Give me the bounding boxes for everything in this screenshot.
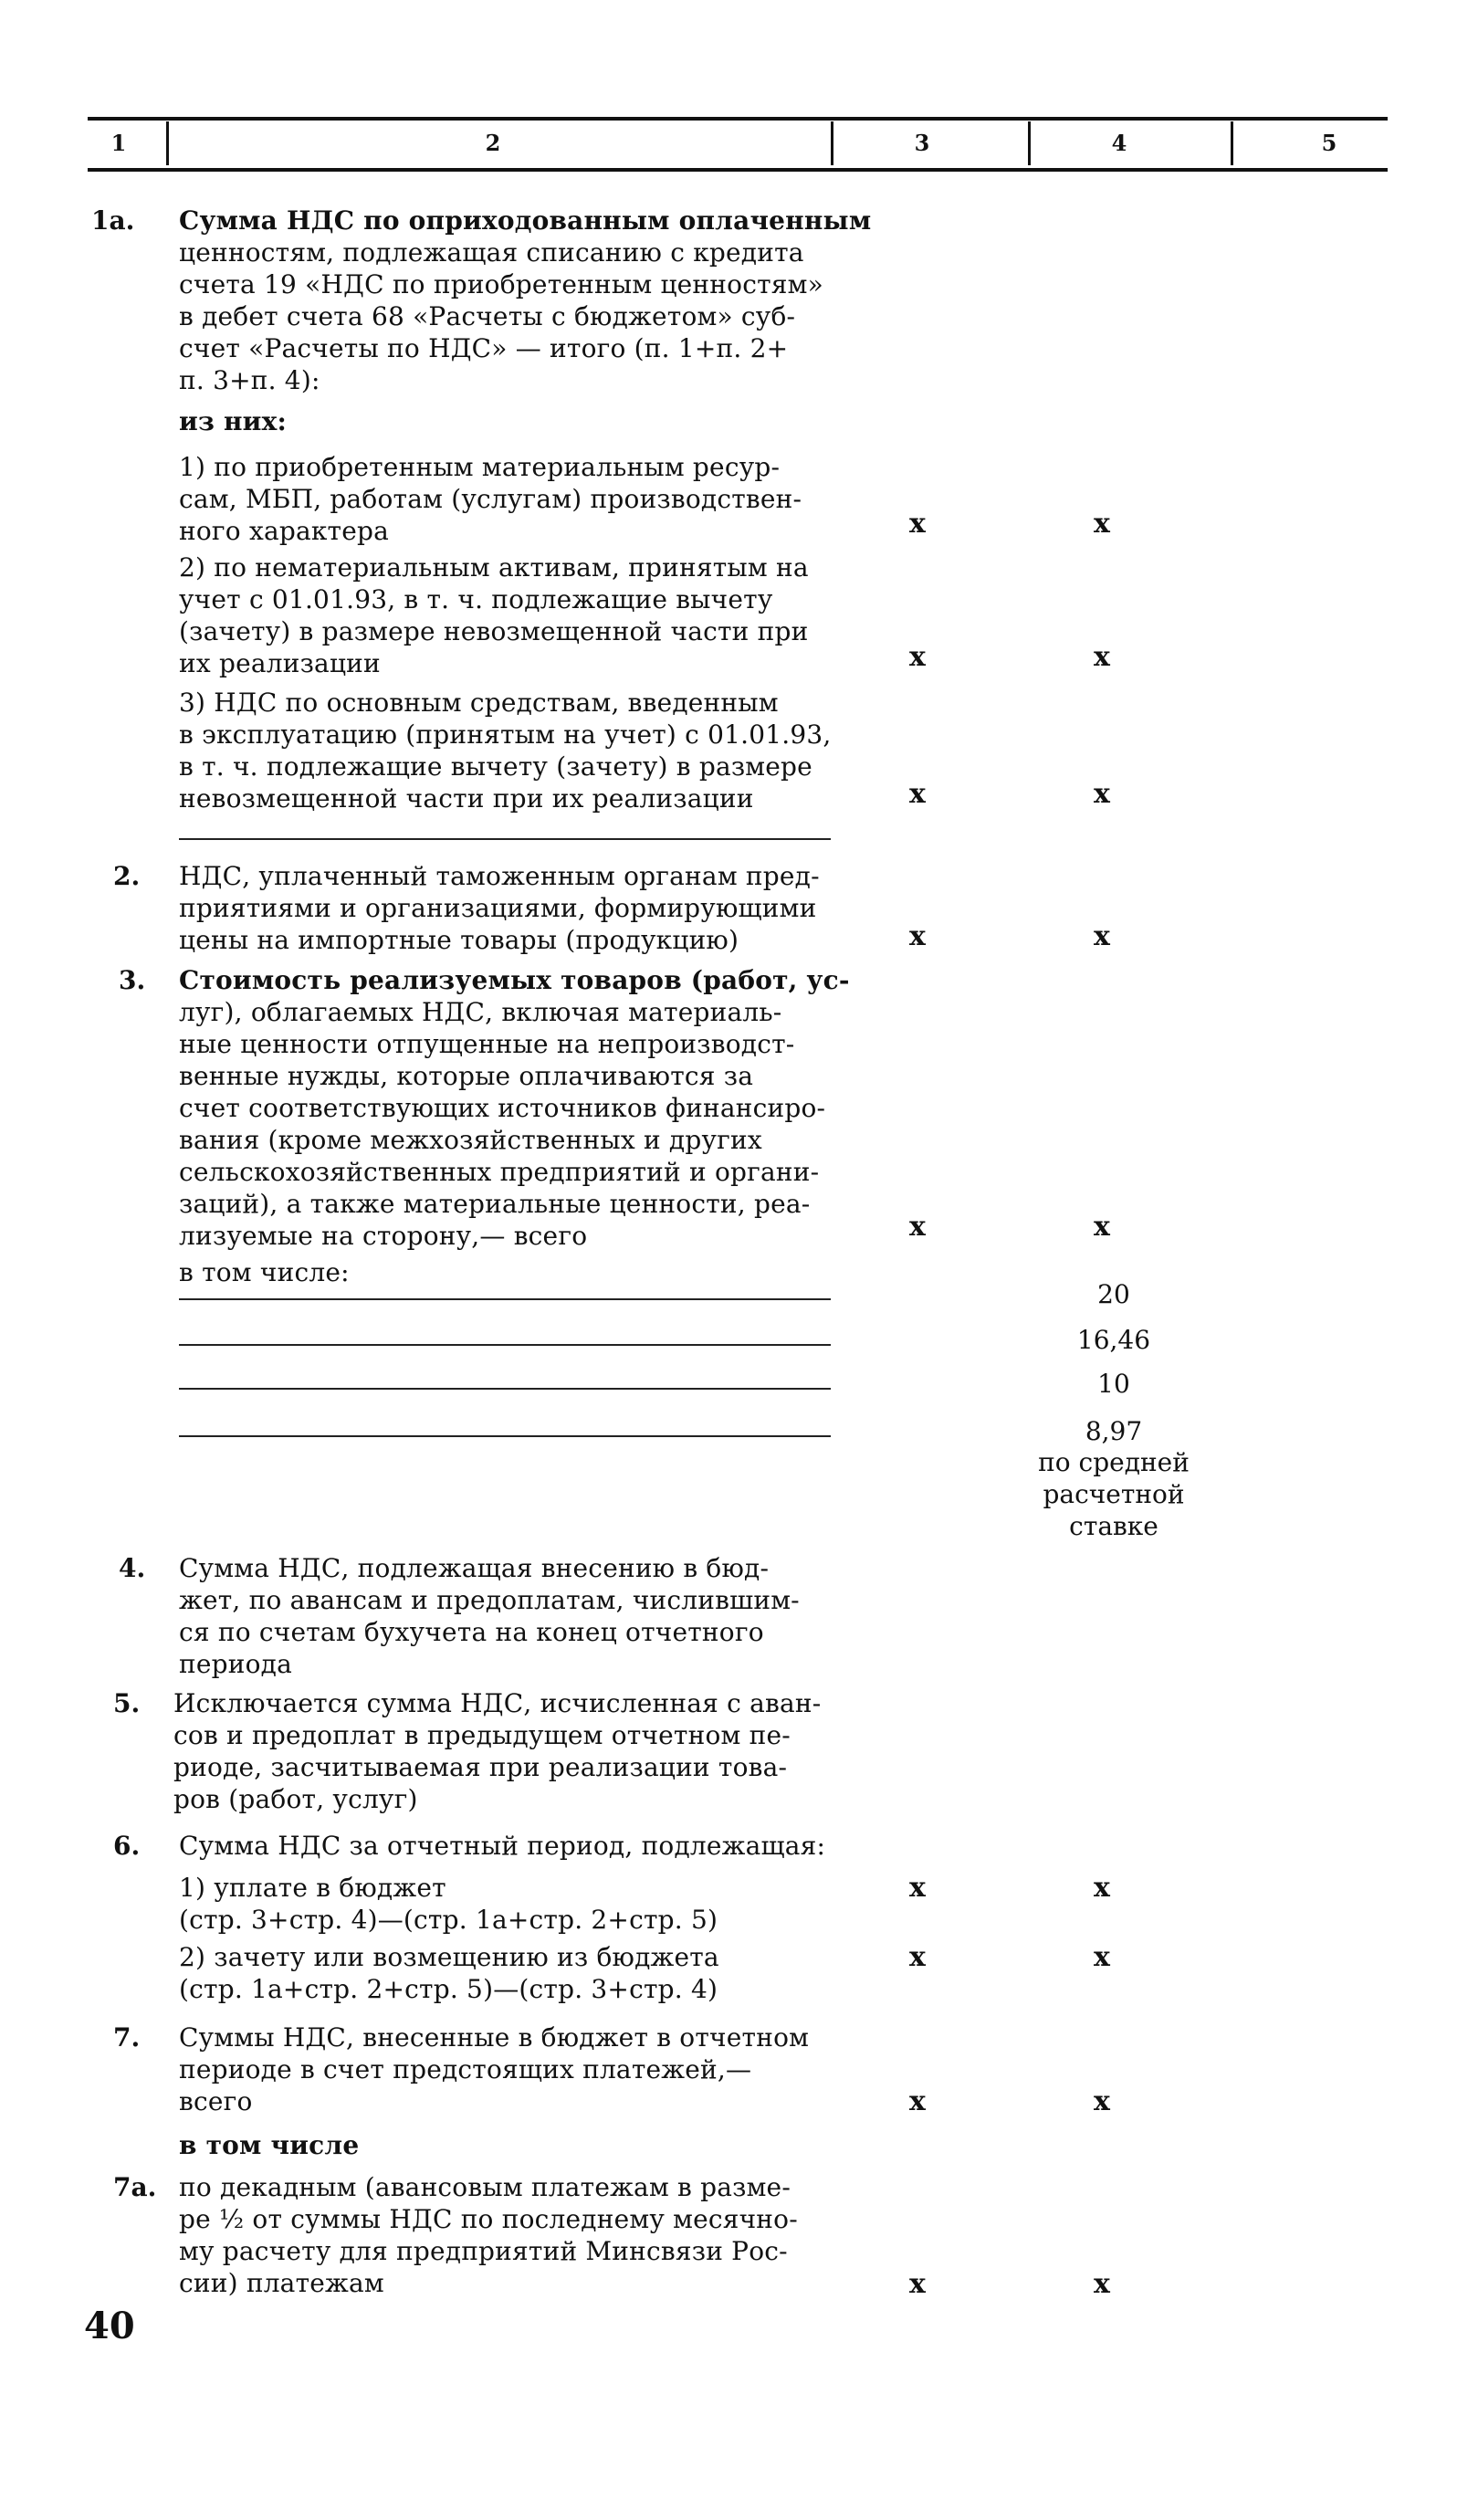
- text-line: заций), а также материальные ценности, реа-: [179, 1189, 811, 1219]
- text-line: Сумма НДС по оприходованным оплаченным: [179, 205, 872, 236]
- column-header-2: 2: [485, 130, 501, 156]
- text-line: ставке: [1069, 1511, 1158, 1541]
- text-line: (стр. 3+стр. 4)—(стр. 1а+стр. 2+стр. 5): [179, 1905, 718, 1935]
- text-line: му расчету для предприятий Минсвязи Рос-: [179, 2236, 788, 2266]
- row-number-7: 7.: [113, 2022, 141, 2053]
- rate-note: [1013, 1446, 1214, 1542]
- blank-line: [179, 1388, 831, 1390]
- text-line: 1) уплате в бюджет: [179, 1873, 446, 1903]
- header-separator: [166, 121, 169, 165]
- row-text-1a-1: [179, 451, 802, 547]
- blank-line: [179, 1435, 831, 1437]
- cell-col4-2: x: [1094, 920, 1110, 952]
- column-header-4: 4: [1111, 130, 1127, 156]
- blank-line: [179, 838, 831, 840]
- row-text-6: Сумма НДС за отчетный период, подлежащая:: [179, 1831, 826, 1861]
- text-line: по декадным (авансовым платежам в разме-: [179, 2172, 791, 2202]
- text-line: Исключается сумма НДС, исчисленная с аван-: [173, 1688, 822, 1718]
- cell-col3-3: x: [909, 1211, 926, 1243]
- text-line: счета 19 «НДС по приобретенным ценностям»: [179, 269, 823, 299]
- text-line: периода: [179, 1649, 293, 1679]
- text-line: в т. ч. подлежащие вычету (зачету) в размере: [179, 751, 812, 782]
- column-header-3: 3: [914, 130, 930, 156]
- text-line: венные нужды, которые оплачиваются за: [179, 1061, 754, 1091]
- cell-col3-1a-1: x: [909, 508, 926, 540]
- cell-col4-1a-1: x: [1094, 508, 1110, 540]
- row-number-4: 4.: [119, 1553, 146, 1583]
- header-top-rule: [88, 117, 1388, 121]
- rate-value: 20: [1097, 1279, 1130, 1309]
- page-number: 40: [84, 2305, 135, 2347]
- text-line: ров (работ, услуг): [173, 1784, 418, 1814]
- text-line: ценностям, подлежащая списанию с кредита: [179, 237, 804, 268]
- rate-value: 16,46: [1076, 1325, 1151, 1355]
- row-text-2: [179, 860, 820, 956]
- row-number-6: 6.: [113, 1831, 141, 1861]
- text-line: в эксплуатацию (принятым на учет) с 01.01.93,: [179, 719, 832, 750]
- cell-col4-3: x: [1094, 1211, 1110, 1243]
- text-line: ся по счетам бухучета на конец отчетного: [179, 1617, 764, 1647]
- text-line: НДС, уплаченный таможенным органам пред-: [179, 861, 820, 891]
- text-line: сии) платежам: [179, 2268, 384, 2298]
- including-label-2: в том числе: [179, 2130, 360, 2160]
- cell-col3-1a-3: x: [909, 778, 926, 810]
- cell-col3-7: x: [909, 2085, 926, 2117]
- text-line: вания (кроме межхозяйственных и других: [179, 1125, 762, 1155]
- cell-col3-2: x: [909, 920, 926, 952]
- text-line: 3) НДС по основным средствам, введенным: [179, 688, 779, 718]
- text-line: жет, по авансам и предоплатам, числившим-: [179, 1585, 800, 1615]
- cell-col3-6-1: x: [909, 1872, 926, 1904]
- text-line: ные ценности отпущенные на непроизводст-: [179, 1029, 795, 1059]
- text-line: цены на импортные товары (продукцию): [179, 925, 739, 955]
- text-line: сов и предоплат в предыдущем отчетном пе-: [173, 1720, 791, 1750]
- text-line: счет соответствующих источников финансиро-: [179, 1093, 826, 1123]
- cell-col4-1a-2: x: [1094, 641, 1110, 673]
- column-header-1: 1: [110, 130, 127, 156]
- cell-col3-6-2: x: [909, 1941, 926, 1973]
- text-line: 2) зачету или возмещению из бюджета: [179, 1942, 719, 1972]
- text-line: невозмещенной части при их реализации: [179, 783, 754, 814]
- of-which-label: из них:: [179, 406, 288, 436]
- row-text-1a-2: [179, 551, 809, 679]
- header-separator: [1231, 121, 1233, 165]
- cell-col3-7a: x: [909, 2268, 926, 2300]
- row-number-3: 3.: [119, 965, 146, 995]
- text-line: сам, МБП, работам (услугам) производствен-: [179, 484, 802, 514]
- row-text-5: [173, 1687, 821, 1815]
- text-line: сельскохозяйственных предприятий и органи-: [179, 1157, 820, 1187]
- cell-col4-6-1: x: [1094, 1872, 1110, 1904]
- text-line: (зачету) в размере невозмещенной части при: [179, 616, 809, 646]
- blank-line: [179, 1344, 831, 1346]
- row-text-3: [179, 964, 850, 1252]
- row-number-5: 5.: [113, 1688, 141, 1718]
- header-separator: [831, 121, 833, 165]
- row-text-4: [179, 1552, 800, 1680]
- text-line: 2) по нематериальным активам, принятым на: [179, 552, 809, 583]
- row-number-2: 2.: [113, 861, 141, 891]
- text-line: Стоимость реализуемых товаров (работ, ус-: [179, 965, 850, 995]
- text-line: расчетной: [1043, 1479, 1185, 1509]
- text-line: п. 3+п. 4):: [179, 365, 320, 395]
- row-text-7: [179, 2021, 809, 2117]
- row-text-1a-3: [179, 687, 832, 814]
- cell-col4-1a-3: x: [1094, 778, 1110, 810]
- row-text-6-1: [179, 1872, 718, 1936]
- text-line: учет с 01.01.93, в т. ч. подлежащие вычету: [179, 584, 773, 614]
- text-line: приятиями и организациями, формирующими: [179, 893, 817, 923]
- column-header-5: 5: [1321, 130, 1337, 156]
- text-line: Суммы НДС, внесенные в бюджет в отчетном: [179, 2022, 810, 2053]
- cell-col4-7: x: [1094, 2085, 1110, 2117]
- cell-col4-6-2: x: [1094, 1941, 1110, 1973]
- row-text-6-2: [179, 1941, 719, 2005]
- text-line: лизуемые на сторону,— всего: [179, 1221, 588, 1251]
- rate-value: 8,97: [1085, 1416, 1143, 1446]
- header-separator: [1028, 121, 1031, 165]
- cell-col4-7a: x: [1094, 2268, 1110, 2300]
- text-line: периоде в счет предстоящих платежей,—: [179, 2054, 752, 2084]
- header-bottom-rule: [88, 168, 1388, 172]
- text-line: по средней: [1038, 1447, 1190, 1477]
- text-line: ного характера: [179, 516, 390, 546]
- rate-value: 10: [1097, 1369, 1130, 1399]
- text-line: Сумма НДС, подлежащая внесению в бюд-: [179, 1553, 770, 1583]
- text-line: луг), облагаемых НДС, включая материаль-: [179, 997, 782, 1027]
- text-line: счет «Расчеты по НДС» — итого (п. 1+п. 2+: [179, 333, 789, 363]
- text-line: риоде, засчитываемая при реализации това-: [173, 1752, 788, 1782]
- text-line: их реализации: [179, 648, 381, 678]
- text-line: ре ½ от суммы НДС по последнему месячно-: [179, 2204, 798, 2234]
- including-label: в том числе:: [179, 1257, 350, 1287]
- cell-col3-1a-2: x: [909, 641, 926, 673]
- text-line: всего: [179, 2086, 253, 2116]
- row-text-1a: [179, 205, 871, 396]
- row-number-1a: 1a.: [91, 205, 135, 236]
- text-line: 1) по приобретенным материальным ресур-: [179, 452, 781, 482]
- row-number-7a: 7а.: [113, 2172, 157, 2202]
- row-text-7a: [179, 2171, 798, 2299]
- text-line: в дебет счета 68 «Расчеты с бюджетом» суб-: [179, 301, 796, 331]
- text-line: (стр. 1а+стр. 2+стр. 5)—(стр. 3+стр. 4): [179, 1974, 718, 2004]
- blank-line: [179, 1298, 831, 1300]
